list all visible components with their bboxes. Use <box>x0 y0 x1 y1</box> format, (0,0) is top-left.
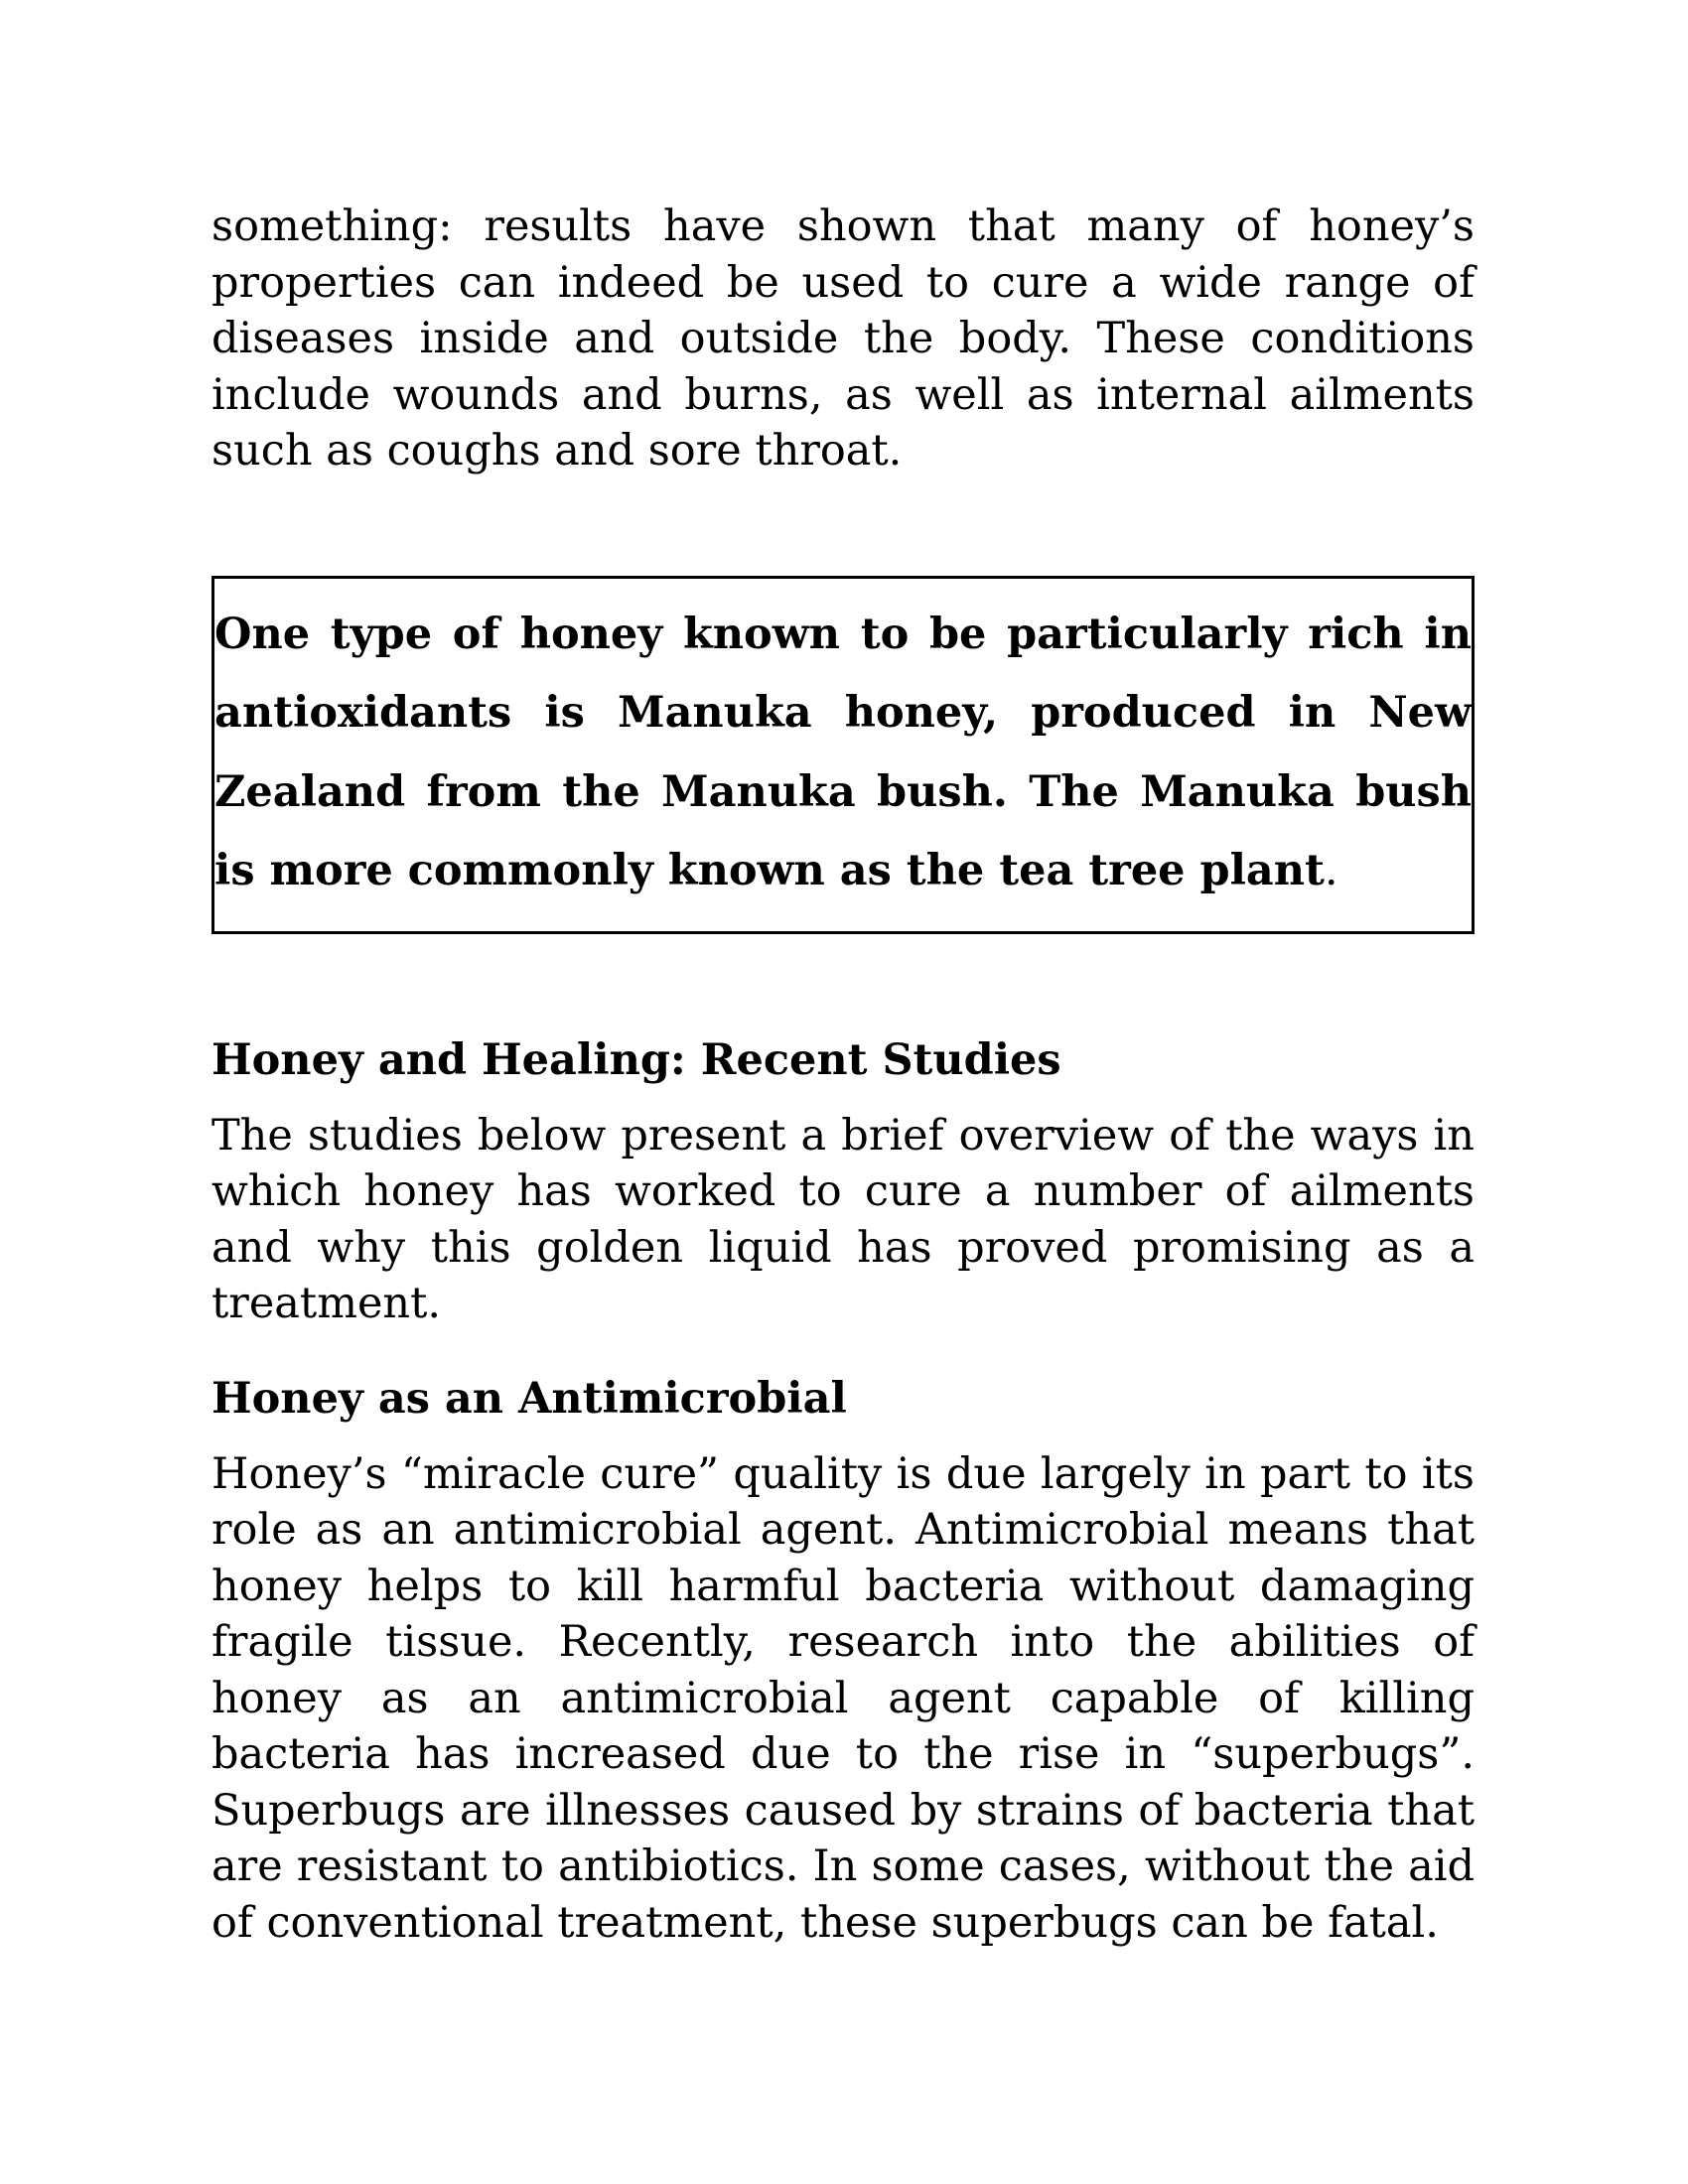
callout-text-body: One type of honey known to be particularly rich in antioxidants is Manuka honey, produced in New Zealand from the Manuka bush. The Manuka bush is more commonly known as the tea tree plant <box>214 609 1472 895</box>
section-heading-antimicrobial: Honey as an Antimicrobial <box>211 1373 847 1424</box>
callout-box <box>211 576 1475 934</box>
callout-trailing-period: . <box>1324 846 1338 895</box>
callout-text <box>214 596 1472 911</box>
section-body-recent-studies: The studies below present a brief overview of the ways in which honey has worked to cure a number of ailments and why this golden liquid has proved promising as a treatment. <box>211 1110 1475 1328</box>
intro-paragraph: something: results have shown that many of honey’s properties can indeed be used to cure a wide range of diseases inside and outside the body. These conditions include wounds and burns, as well as internal ailments such as coughs and sore throat. <box>211 202 1475 476</box>
section-heading-recent-studies: Honey and Healing: Recent Studies <box>211 1034 1061 1085</box>
document-page <box>211 199 1475 1951</box>
section-body-antimicrobial: Honey’s “miracle cure” quality is due largely in part to its role as an antimicrobial agent. Antimicrobial means that honey helps to kill harmful bacteria without damaging fragile tissue. Recently, research into the abilities of honey as an antimicrobial agent capable of killing bacteria has increased due to the rise in “superbugs”. Superbugs are illnesses caused by strains of bacteria that are resistant to antibiotics. In some cases, without the aid of conventional treatment, these superbugs can be fatal. <box>211 1448 1475 1948</box>
